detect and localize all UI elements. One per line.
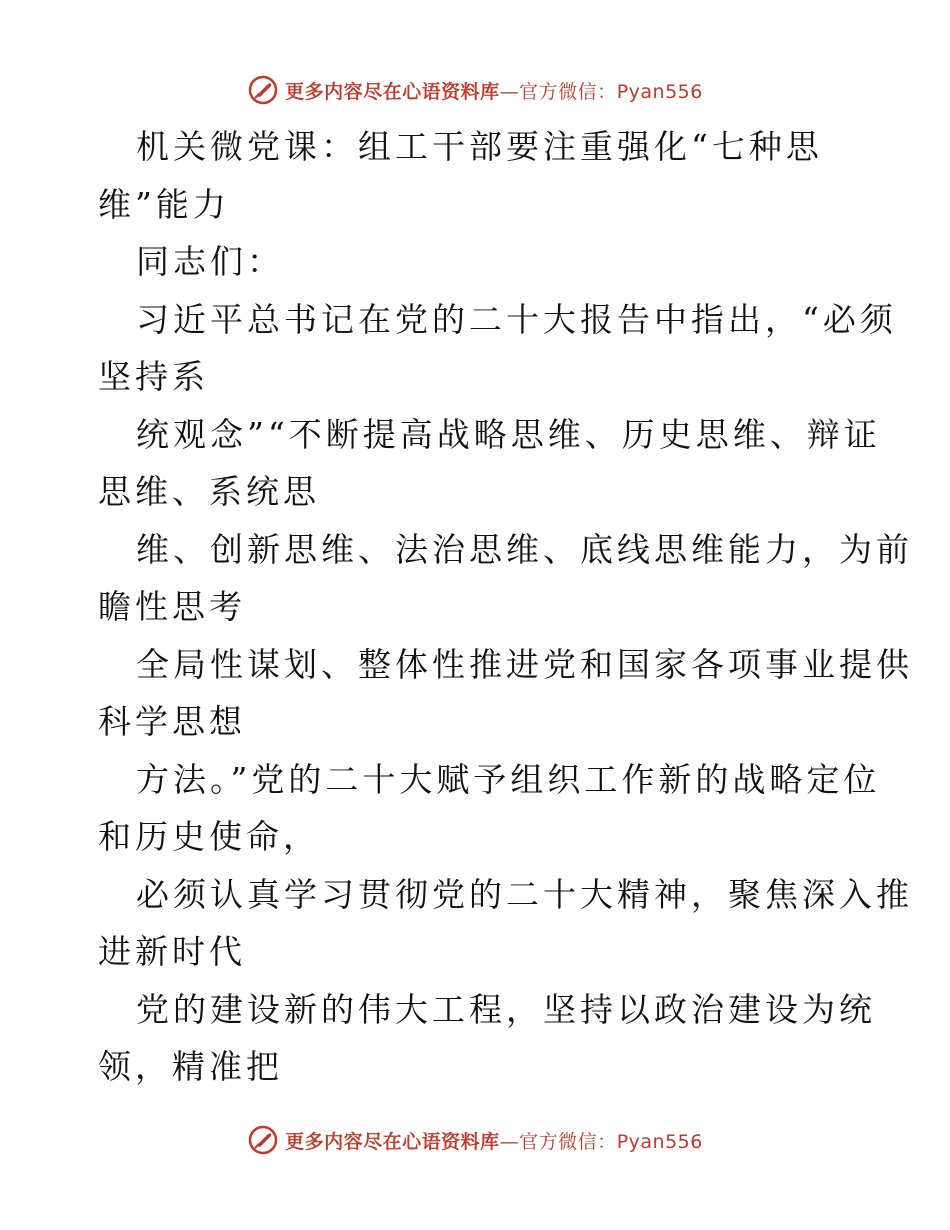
footer-banner-slogan: 更多内容尽在心语资料库 bbox=[285, 1130, 500, 1153]
footer-banner-wechat-label: 官方微信： bbox=[519, 1130, 617, 1153]
document-line: 统观念”“不断提高战略思维、历史思维、辩证 bbox=[136, 414, 881, 454]
feather-pen-logo-icon bbox=[247, 1124, 279, 1156]
document-line: 党的建设新的伟大工程，坚持以政治建设为统 bbox=[136, 989, 876, 1029]
document-line: 坚持系 bbox=[98, 357, 209, 396]
document-line: 习近平总书记在党的二十大报告中指出，“必须 bbox=[136, 299, 897, 339]
header-banner-text bbox=[285, 77, 703, 104]
document-line: 全局性谋划、整体性推进党和国家各项事业提供 bbox=[136, 644, 913, 684]
document-line: 瞻性思考 bbox=[98, 587, 246, 626]
document-line: 和历史使命， bbox=[98, 817, 320, 856]
document-line: 机关微党课：组工干部要注重强化“七种思 bbox=[136, 127, 823, 166]
footer-banner-separator: — bbox=[499, 1130, 520, 1153]
footer-banner-wechat-id: Pyan556 bbox=[616, 1130, 703, 1153]
header-banner-separator: — bbox=[499, 80, 520, 103]
document-line: 必须认真学习贯彻党的二十大精神，聚焦深入推 bbox=[136, 874, 913, 914]
document-line: 维、创新思维、法治思维、底线思维能力，为前 bbox=[136, 529, 913, 569]
document-line: 科学思想 bbox=[98, 702, 246, 741]
document-body bbox=[98, 118, 913, 1096]
document-line: 领，精准把 bbox=[98, 1047, 283, 1086]
document-line: 维”能力 bbox=[98, 184, 230, 224]
header-banner-slogan: 更多内容尽在心语资料库 bbox=[285, 80, 500, 103]
document-line: 方法。”党的二十大赋予组织工作新的战略定位 bbox=[136, 759, 881, 799]
header-banner-wechat-label: 官方微信： bbox=[519, 80, 617, 103]
header-banner-wechat-id: Pyan556 bbox=[616, 80, 703, 103]
document-line: 进新时代 bbox=[98, 932, 246, 971]
document-line: 同志们： bbox=[136, 242, 284, 281]
document-line: 思维、系统思 bbox=[98, 472, 320, 511]
feather-pen-logo-icon bbox=[247, 74, 279, 106]
footer-banner-text bbox=[285, 1127, 703, 1154]
header-banner bbox=[0, 70, 950, 110]
footer-banner bbox=[0, 1120, 950, 1160]
